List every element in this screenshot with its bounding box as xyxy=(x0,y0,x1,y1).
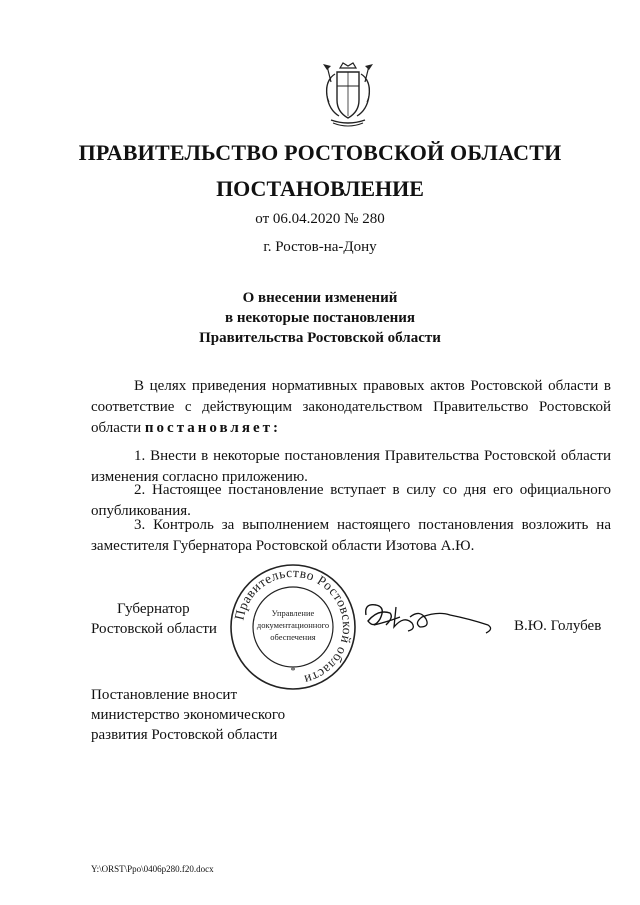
handwritten-signature xyxy=(360,595,500,640)
submitted-by-line: министерство экономического xyxy=(91,707,286,723)
intro-emphasis: постановляет: xyxy=(144,420,281,436)
intro-text: В целях приведения нормативных правовых актов Ростовской области в соответствие с действующим законодательством Правительство Ростовской области xyxy=(91,378,611,436)
official-seal xyxy=(228,562,358,692)
subject-line: О внесении изменений xyxy=(242,290,398,306)
submitted-by-line: развития Ростовской области xyxy=(91,727,278,743)
signatory-position-line: Ростовской области xyxy=(91,621,217,637)
seal-center-line: обеспечения xyxy=(270,632,316,642)
document-type: ПОСТАНОВЛЕНИЕ xyxy=(216,176,424,201)
seal-center-line: документационного xyxy=(256,620,330,630)
file-path: Y:\ORST\Ppo\0406p280.f20.docx xyxy=(91,864,214,874)
decree-item-1: 1. Внести в некоторые постановления Правительства Ростовской области изменения согласно приложению. xyxy=(91,448,611,485)
seal-ring-text: Правительство Ростовской области xyxy=(231,564,356,688)
decree-item-3: 3. Контроль за выполнением настоящего постановления возложить на заместителя Губернатора Ростовской области Изотова А.Ю. xyxy=(91,517,611,554)
document-date-number: от 06.04.2020 № 280 xyxy=(255,211,385,227)
document-city: г. Ростов-на-Дону xyxy=(263,239,377,255)
rostov-oblast-coat-of-arms-icon xyxy=(313,60,383,130)
government-title: ПРАВИТЕЛЬСТВО РОСТОВСКОЙ ОБЛАСТИ xyxy=(78,140,562,165)
submitted-by-note xyxy=(91,685,285,745)
seal-center-line: Управление xyxy=(271,608,315,618)
subject-line: в некоторые постановления xyxy=(224,310,416,326)
submitted-by-line: Постановление вносит xyxy=(91,687,238,703)
decree-item-2: 2. Настоящее постановление вступает в силу со дня его официального опубликования. xyxy=(91,482,611,519)
intro-paragraph xyxy=(91,376,611,439)
svg-text:*: * xyxy=(290,666,296,677)
signatory-position xyxy=(91,599,217,639)
document-subject xyxy=(0,288,640,348)
signatory-position-line: Губернатор xyxy=(117,601,190,617)
signatory-name: В.Ю. Голубев xyxy=(514,618,602,634)
subject-line: Правительства Ростовской области xyxy=(199,330,441,346)
